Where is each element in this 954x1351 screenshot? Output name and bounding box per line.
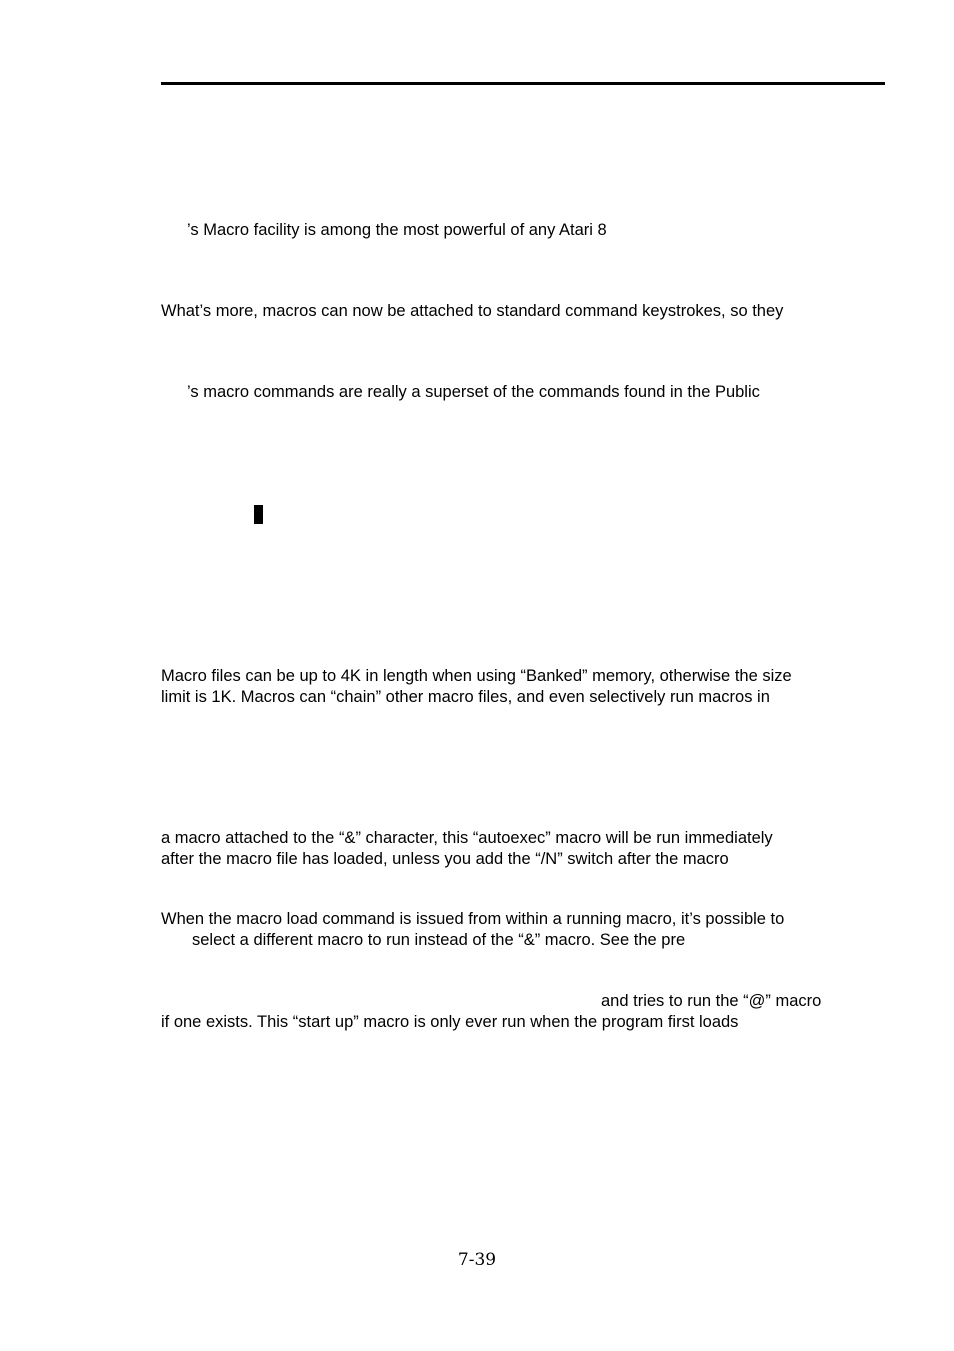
paragraph-line-macro-chain: limit is 1K. Macros can “chain” other macro files, and even selectively run macros in: [161, 688, 770, 706]
paragraph-line-macro-facility: ’s Macro facility is among the most powerful of any Atari 8: [187, 221, 607, 239]
paragraph-line-select-macro: select a different macro to run instead of the “&” macro. See the pre: [192, 931, 686, 949]
header-rule: [161, 82, 885, 85]
paragraph-line-whats-more: What’s more, macros can now be attached to standard command keystrokes, so they: [161, 302, 784, 320]
paragraph-line-autoexec: a macro attached to the “&” character, this “autoexec” macro will be run immediately: [161, 829, 773, 847]
page-number: 7-39: [457, 1250, 497, 1270]
paragraph-line-no-switch: after the macro file has loaded, unless you add the “/N” switch after the macro: [161, 850, 729, 868]
paragraph-line-load-command: When the macro load command is issued from within a running macro, it’s possible to: [161, 910, 785, 928]
cursor-block-icon: [254, 505, 263, 524]
paragraph-line-macro-commands: ’s macro commands are really a superset of the commands found in the Public: [187, 383, 760, 401]
paragraph-line-startup-macro: and tries to run the “@” macro: [601, 992, 822, 1010]
paragraph-line-macro-files-size: Macro files can be up to 4K in length when using “Banked” memory, otherwise the size: [161, 667, 792, 685]
paragraph-line-startup-note: if one exists. This “start up” macro is only ever run when the program first loads: [161, 1013, 739, 1031]
